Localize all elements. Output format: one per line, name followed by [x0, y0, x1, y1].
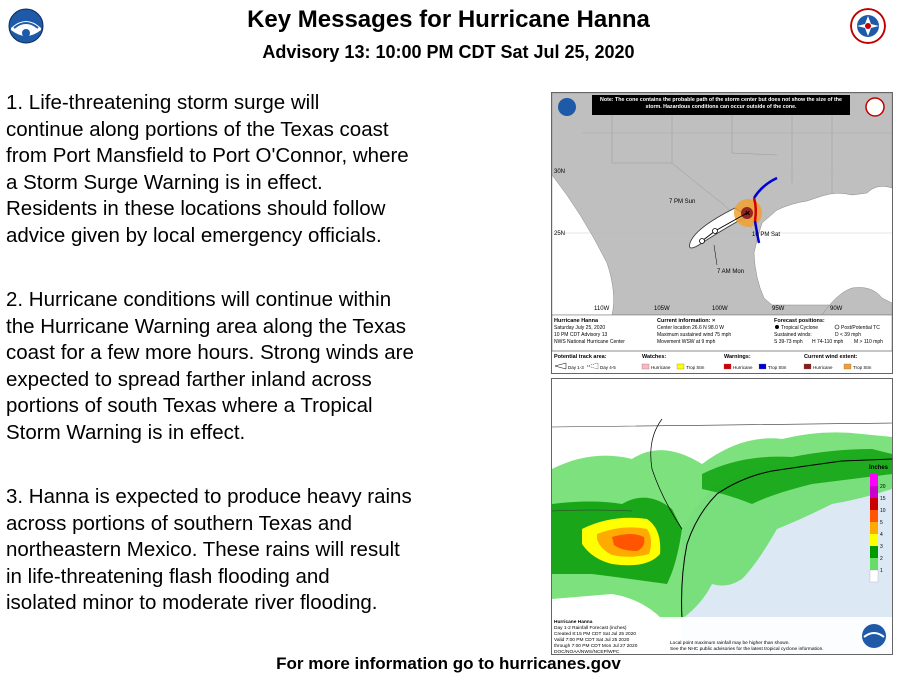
hurricane-watch-swatch — [642, 364, 649, 369]
forecast-cone-map — [551, 92, 893, 374]
info-storm-name: Hurricane Hanna — [554, 318, 599, 324]
rain-source: DOC/NOAA/NWS/NCEP/WPC — [554, 650, 620, 654]
legend-hurricane-watch: Hurricane — [651, 365, 671, 370]
info-max-wind: Maximum sustained wind 75 mph — [657, 332, 732, 338]
hurricane-warning-swatch — [724, 364, 731, 369]
message-line: isolated minor to moderate river flooding. — [6, 591, 378, 614]
info-fp-post: Post/Potential TC — [841, 325, 880, 331]
info-date: Saturday July 25, 2020 — [554, 325, 606, 331]
message-line: coast for a few more hours. Strong winds are — [6, 341, 414, 364]
info-sustained: Sustained winds: — [774, 332, 812, 338]
message-line: a Storm Surge Warning is in effect. — [6, 170, 323, 194]
info-h-label: H 74-110 mph — [812, 339, 844, 345]
track-label: 10 PM Sat — [752, 232, 781, 238]
lon-label: 90W — [830, 306, 843, 312]
info-current-title: Current information: × — [657, 318, 716, 324]
rain-valid: Valid 7:00 PM CDT Sat Jul 25 2020 — [554, 638, 630, 643]
nws-mini-logo — [866, 98, 884, 116]
info-movement: Movement WSW at 9 mph — [657, 339, 716, 345]
key-message-2 — [6, 287, 526, 446]
message-line: Residents in these locations should follow — [6, 197, 386, 220]
legend-hurricane-wind: Hurricane — [813, 365, 833, 370]
advisory-subtitle: Advisory 13: 10:00 PM CDT Sat Jul 25, 2020 — [262, 42, 635, 62]
ts-warning-swatch — [759, 364, 766, 369]
scale-swatch — [870, 510, 878, 522]
legend-warnings: Warnings: — [724, 354, 751, 360]
message-line: across portions of southern Texas and — [6, 511, 353, 535]
scale-swatch — [870, 522, 878, 534]
lon-label: 105W — [654, 306, 670, 312]
message-line: Storm Warning is in effect. — [6, 420, 246, 444]
message-line: portions of south Texas where a Tropical — [6, 394, 373, 417]
tc-dot-icon — [775, 325, 779, 329]
scale-swatch — [870, 474, 878, 486]
info-advisory: 10 PM CDT Advisory 13 — [554, 332, 608, 338]
legend-day45: Day 4-5 — [600, 365, 616, 370]
rain-note-1: Local point maximum rainfall may be higher than shown. — [670, 641, 790, 646]
forecast-point — [700, 239, 705, 244]
lat-label: 25N — [554, 231, 566, 237]
message-line: advice given by local emergency officials. — [6, 223, 382, 247]
message-line: 3. Hanna is expected to produce heavy rains — [6, 485, 412, 508]
track-label: 7 PM Sun — [669, 199, 696, 205]
key-message-1 — [6, 90, 526, 249]
footer-link-text: For more information go to hurricanes.gov — [276, 654, 621, 673]
scale-swatch — [870, 570, 878, 582]
scale-swatch — [870, 546, 878, 558]
rain-through: through 7:00 PM CDT Mon Jul 27 2020 — [554, 644, 638, 649]
legend-ts-wind: Trop Stm — [853, 365, 872, 370]
noaa-mini-logo — [558, 98, 576, 116]
scale-label: 4 — [880, 532, 883, 538]
legend-track-title: Potential track area: — [554, 354, 607, 360]
scale-swatch — [870, 486, 878, 498]
current-position-marker: × — [745, 208, 751, 218]
ts-watch-swatch — [677, 364, 684, 369]
scale-label: 2 — [880, 556, 883, 562]
lon-label: 110W — [594, 306, 610, 312]
info-s-label: S 39-73 mph — [774, 339, 803, 345]
lon-label: 100W — [712, 306, 728, 312]
info-m-label: M > 110 mph — [854, 339, 883, 345]
legend-day13: Day 1-3 — [568, 365, 584, 370]
scale-label: 10 — [880, 508, 886, 514]
track-label: 7 AM Mon — [717, 269, 745, 275]
message-line: expected to spread farther inland across — [6, 367, 372, 391]
legend-ts-watch: Trop Stm — [686, 365, 705, 370]
key-message-3 — [6, 484, 526, 617]
rain-title: Hurricane Hanna — [554, 620, 593, 625]
legend-watches: Watches: — [642, 354, 667, 360]
rain-subtitle: Day 1-2 Rainfall Forecast (inches) — [554, 626, 627, 631]
scale-title: Inches — [869, 465, 889, 471]
legend-hurricane-warning: Hurricane — [733, 365, 753, 370]
scale-swatch — [870, 498, 878, 510]
message-line: 2. Hurricane conditions will continue within — [6, 288, 392, 311]
message-line: continue along portions of the Texas coast — [6, 117, 389, 141]
lon-label: 95W — [772, 306, 785, 312]
info-location: Center location 26.6 N 98.0 W — [657, 325, 724, 331]
ts-wind-swatch — [844, 364, 851, 369]
scale-swatch — [870, 534, 878, 546]
lat-label: 30N — [554, 169, 566, 175]
message-line: from Port Mansfield to Port O'Connor, where — [6, 144, 409, 167]
scale-label: 15 — [880, 496, 886, 502]
rain-note-2: See the NHC public advisories for the latest tropical cyclone information. — [670, 647, 824, 652]
rainfall-forecast-map — [551, 378, 893, 655]
legend-wind-extent: Current wind extent: — [804, 354, 858, 360]
cone-note: Note: The cone contains the probable path of the storm center but does not show the size of the storm. Hazardous conditions can occur outside of the cone. — [600, 97, 842, 110]
scale-label: 3 — [880, 544, 883, 550]
message-line: the Hurricane Warning area along the Texas — [6, 314, 406, 338]
post-tc-dot-icon — [835, 325, 839, 329]
scale-label: 1 — [880, 568, 883, 574]
page-title: Key Messages for Hurricane Hanna — [247, 6, 650, 33]
legend-ts-warning: Trop Stm — [768, 365, 787, 370]
hurricane-wind-swatch — [804, 364, 811, 369]
scale-swatch — [870, 558, 878, 570]
message-line: 1. Life-threatening storm surge will — [6, 91, 320, 114]
info-fp-tc: Tropical Cyclone — [781, 325, 819, 331]
scale-label: 5 — [880, 520, 883, 526]
rain-created: Created 8:15 PM CDT Sat Jul 25 2020 — [554, 632, 637, 637]
info-d-label: D < 39 mph — [835, 332, 861, 338]
forecast-point — [713, 229, 718, 234]
info-forecast-title: Forecast positions: — [774, 318, 825, 324]
scale-label: 20 — [880, 484, 886, 490]
message-line: northeastern Mexico. These rains will result — [6, 538, 400, 561]
info-center: NWS National Hurricane Center — [554, 339, 625, 345]
message-line: in life-threatening flash flooding and — [6, 564, 330, 588]
